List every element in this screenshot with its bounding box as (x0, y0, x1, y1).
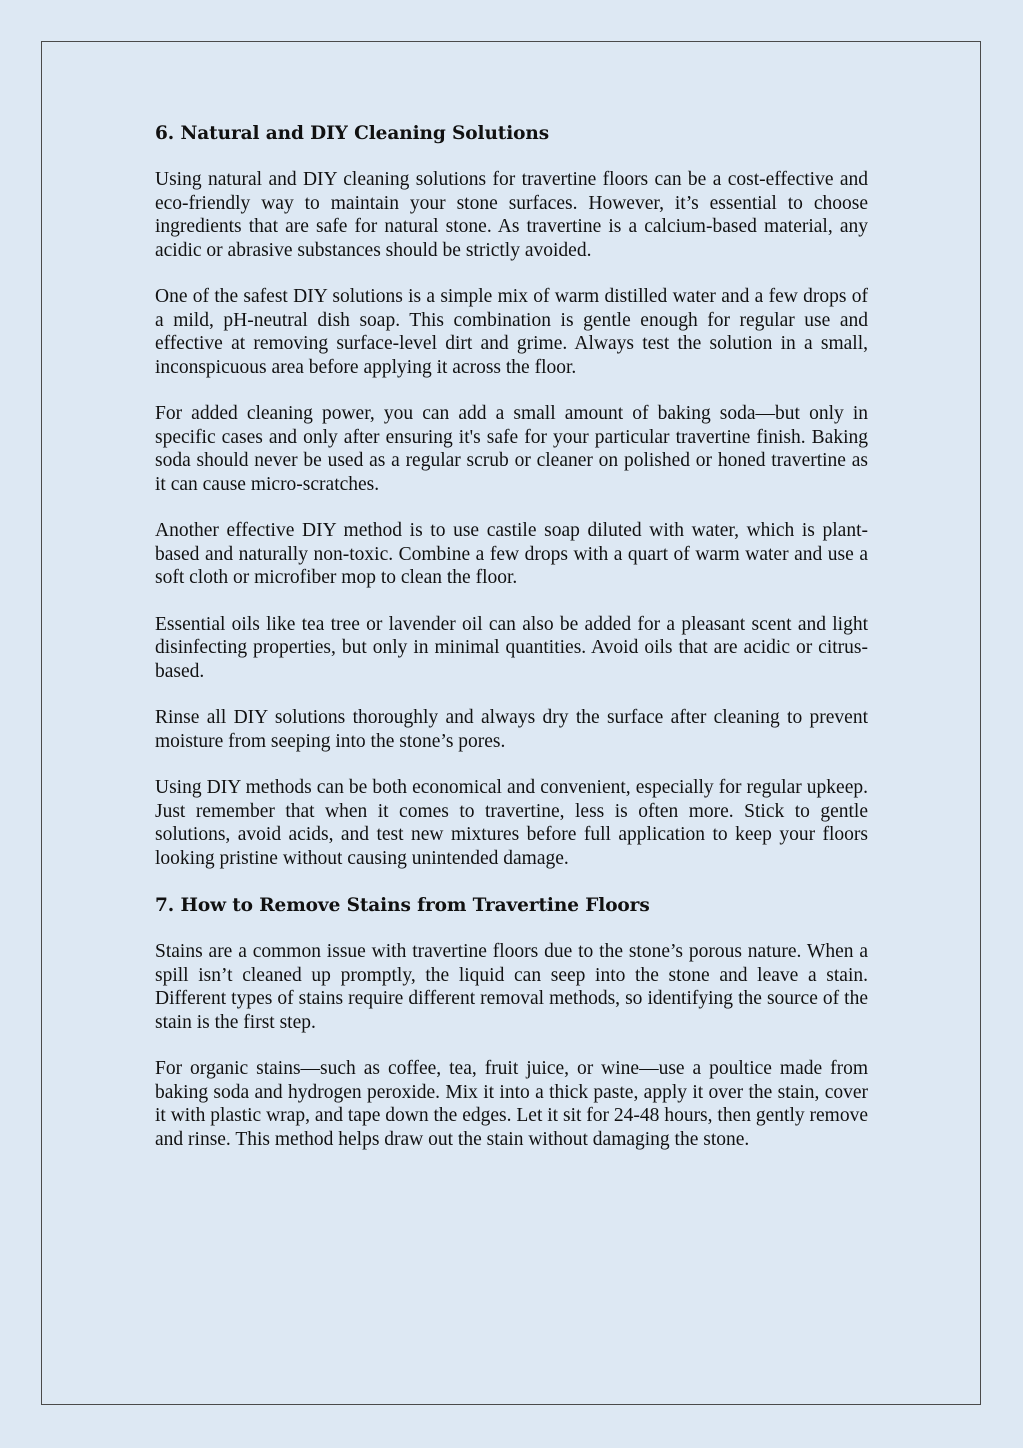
section-heading: 6. Natural and DIY Cleaning Solutions (155, 123, 550, 144)
paragraph: Essential oils like tea tree or lavender oil can also be added for a pleasant scent and light disinfecting properties, but only in minimal quantities. Avoid oils that are acidic or citrus-based. (155, 613, 868, 682)
paragraph: For added cleaning power, you can add a small amount of baking soda—but only in specific cases and only after ensuring it's safe for your particular travertine finish. Baking soda should never be used as a regular scrub or cleaner on polished or honed travertine as it can cause micro-scratches. (155, 403, 868, 495)
paragraph: For organic stains—such as coffee, tea, fruit juice, or wine—use a poultice made from baking soda and hydrogen peroxide. Mix it into a thick paste, apply it over the stain, cover it with plastic wrap, and tape down the edges. Let it sit for 24-48 hours, then gently remove and rinse. This method helps draw out the stain without damaging the stone. (155, 1058, 868, 1150)
paragraph: One of the safest DIY solutions is a simple mix of warm distilled water and a few drops of a mild, pH-neutral dish soap. This combination is gentle enough for regular use and effective at removing surface-level dirt and grime. Always test the solution in a small, inconspicuous area before applying it across the floor. (155, 286, 868, 378)
section-remove-stains (155, 892, 868, 1151)
paragraph: Using natural and DIY cleaning solutions for travertine floors can be a cost-effective and eco-friendly way to maintain your stone surfaces. However, it’s essential to choose ingredients that are safe for natural stone. As travertine is a calcium-based material, any acidic or abrasive substances should be strictly avoided. (155, 169, 868, 261)
section-natural-diy-cleaning (155, 120, 868, 870)
paragraph: Stains are a common issue with travertine floors due to the stone’s porous nature. When a spill isn’t cleaned up promptly, the liquid can seep into the stone and leave a stain. Different types of stains require different removal methods, so identifying the source of the stain is the first step. (155, 941, 868, 1033)
paragraph: Another effective DIY method is to use castile soap diluted with water, which is plant-based and naturally non-toxic. Combine a few drops with a quart of warm water and use a soft cloth or microfiber mop to clean the floor. (155, 520, 868, 588)
section-heading: 7. How to Remove Stains from Travertine Floors (155, 895, 650, 916)
paragraph: Using DIY methods can be both economical and convenient, especially for regular upkeep. Just remember that when it comes to travertine, less is often more. Stick to gentle solutions, avoid acids, and test new mixtures before full application to keep your floors looking pristine without causing unintended damage. (155, 777, 868, 869)
document-body (155, 120, 868, 1174)
paragraph: Rinse all DIY solutions thoroughly and always dry the surface after cleaning to prevent moisture from seeping into the stone’s pores. (155, 707, 868, 752)
